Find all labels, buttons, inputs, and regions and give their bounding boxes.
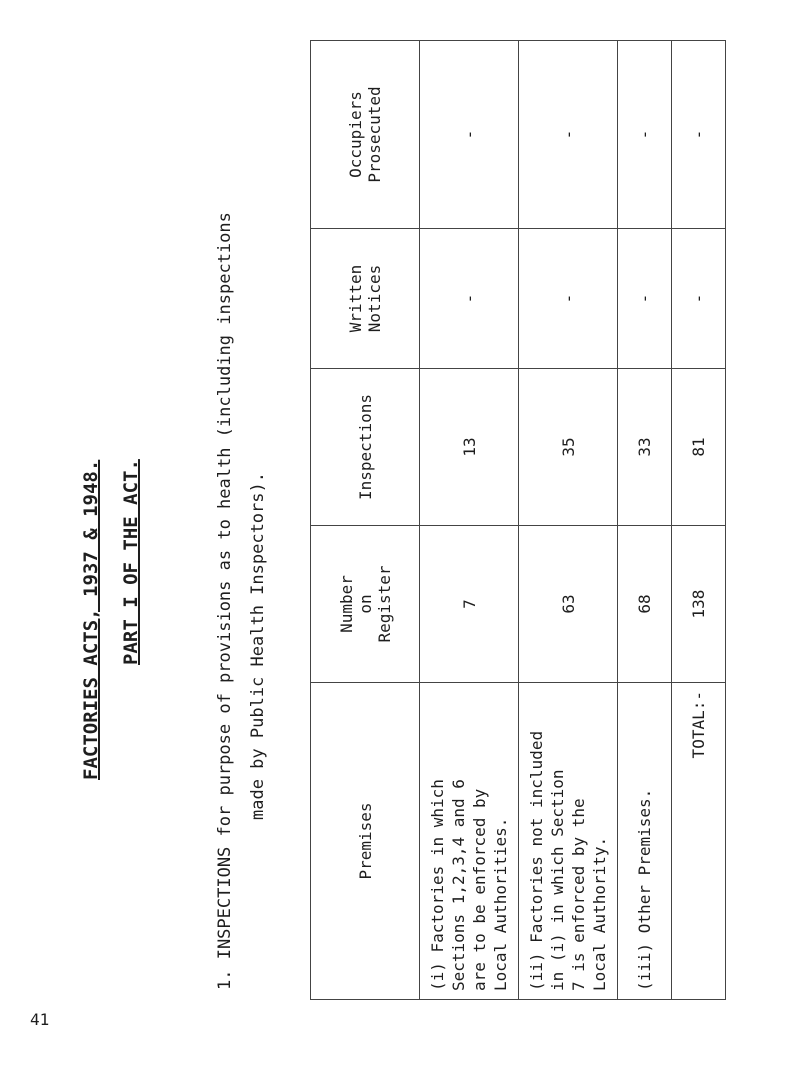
row-label: (iii) Other Premises. [618,683,672,1000]
table-row [420,41,519,1000]
cell-prosecuted: - [519,41,618,229]
total-prosecuted: - [672,41,726,229]
header-register: Number on Register [311,526,420,683]
cell-register: 63 [519,526,618,683]
table-row [519,41,618,1000]
table-row [618,41,672,1000]
rotated-page [30,10,730,1010]
part-heading: PART I OF THE ACT. [120,459,142,665]
total-register: 138 [672,526,726,683]
cell-register: 68 [618,526,672,683]
header-notices: Written Notices [311,228,420,368]
total-notices: - [672,228,726,368]
row-label: (i) Factories in which Sections 1,2,3,4 and 6 are to be enforced by Local Authorities. [420,683,519,1000]
cell-register: 7 [420,526,519,683]
cell-inspections: 35 [519,369,618,526]
header-prosecuted: Occupiers Prosecuted [311,41,420,229]
inspections-table [310,40,726,1000]
document-title: FACTORIES ACTS, 1937 & 1948. [80,459,102,780]
cell-notices: - [519,228,618,368]
total-row [672,41,726,1000]
row-label: (ii) Factories not included in (i) in which Section 7 is enforced by the Local Authority. [519,683,618,1000]
cell-prosecuted: - [618,41,672,229]
header-inspections: Inspections [311,369,420,526]
page-number: 41 [30,1010,50,1029]
total-inspections: 81 [672,369,726,526]
cell-inspections: 13 [420,369,519,526]
section-heading-line2: made by Public Health Inspectors). [248,472,268,820]
cell-notices: - [420,228,519,368]
cell-inspections: 33 [618,369,672,526]
cell-notices: - [618,228,672,368]
cell-prosecuted: - [420,41,519,229]
header-premises: Premises [311,683,420,1000]
total-label: TOTAL:- [672,683,726,1000]
section-heading-line1: 1. INSPECTIONS for purpose of provisions as to health (including inspections [215,212,235,990]
table-header-row [311,41,420,1000]
